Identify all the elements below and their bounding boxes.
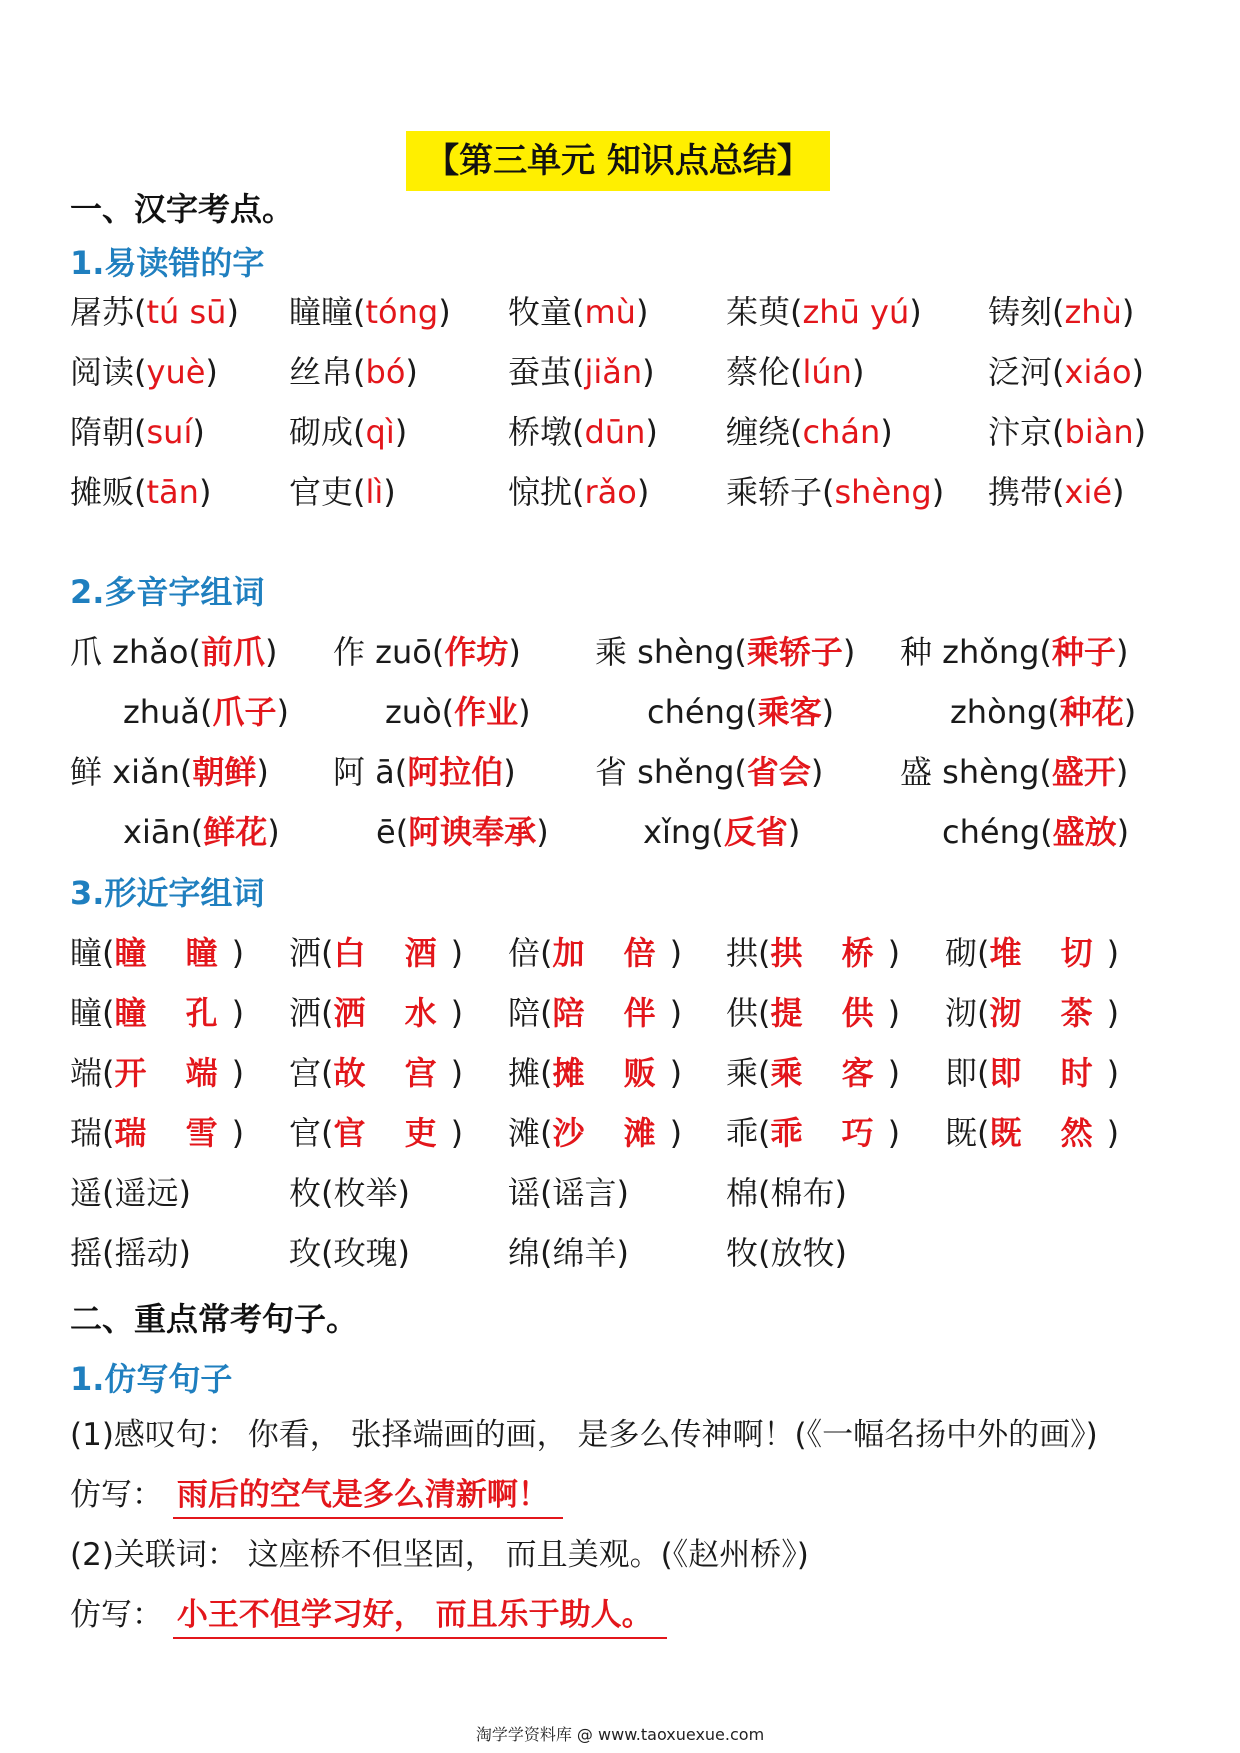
shape-item: 乘(乘 客) [726,1054,901,1092]
easy-item: 桥墩(dūn) [508,413,658,451]
shape-row [70,988,1170,1038]
poly-item: 鲜 xiǎn(朝鲜) [70,753,269,791]
easy-row [70,467,1170,517]
sentence-exclamation: (1)感叹句： 你看， 张择端画的画， 是多么传神啊！(《一幅名扬中外的画》) [70,1417,1098,1453]
shape-plain-item: 牧(放牧) [726,1234,847,1272]
easy-item: 阅读(yuè) [70,353,218,391]
poly-item: 阿 ā(阿拉伯) [333,753,516,791]
section-heading-2: 二、重点常考句子。 [70,1300,359,1338]
poly-item: zuò(作业) [385,693,531,731]
easy-item: 摊贩(tān) [70,473,212,511]
easy-item: 惊扰(rǎo) [508,473,650,511]
easy-item: 乘轿子(shèng) [726,473,945,511]
shape-item: 瑞(瑞 雪) [70,1114,245,1152]
shape-plain-item: 绵(绵羊) [508,1234,629,1272]
easy-row [70,407,1170,457]
imitation-label: 仿写： [70,1597,163,1633]
easy-item: 蔡伦(lún) [726,353,865,391]
easy-item: 茱萸(zhū yú) [726,293,922,331]
easy-item: 牧童(mù) [508,293,649,331]
poly-item: 种 zhǒng(种子) [900,633,1129,671]
shape-item: 乖(乖 巧) [726,1114,901,1152]
shape-item: 砌(堆 切) [945,934,1120,972]
poly-row [70,747,1170,797]
shape-item: 供(提 供) [726,994,901,1032]
shape-row [70,1108,1170,1158]
shape-row [70,928,1170,978]
shape-plain-row [70,1228,1170,1278]
subheading-imitation: 1.仿写句子 [70,1360,233,1398]
shape-item: 瞳(瞳 瞳) [70,934,245,972]
shape-item: 既(既 然) [945,1114,1120,1152]
easy-item: 携带(xié) [988,473,1125,511]
shape-plain-row [70,1168,1170,1218]
answer-text: 小王不但学习好， 而且乐于助人。 [173,1593,667,1639]
poly-item: 省 shěng(省会) [595,753,824,791]
poly-item: zhòng(种花) [950,693,1137,731]
shape-item: 洒(白 酒) [289,934,464,972]
easy-item: 铸刻(zhù) [988,293,1135,331]
easy-item: 蚕茧(jiǎn) [508,353,655,391]
poly-item: chéng(乘客) [647,693,835,731]
subheading-easy-misread: 1.易读错的字 [70,244,265,282]
poly-item: 作 zuō(作坊) [333,633,521,671]
poly-item: 盛 shèng(盛开) [900,753,1129,791]
poly-item: xǐng(反省) [643,813,801,851]
poly-row [70,687,1170,737]
shape-plain-item: 玫(玫瑰) [289,1234,410,1272]
easy-row [70,287,1170,337]
shape-item: 滩(沙 滩) [508,1114,683,1152]
shape-item: 端(开 端) [70,1054,245,1092]
shape-item: 即(即 时) [945,1054,1120,1092]
shape-item: 宫(故 宫) [289,1054,464,1092]
poly-item: ē(阿谀奉承) [376,813,549,851]
easy-item: 屠苏(tú sū) [70,293,239,331]
section-heading-1: 一、汉字考点。 [70,190,295,228]
easy-item: 缠绕(chán) [726,413,893,451]
footer-watermark: 淘学学资料库 @ www.taoxuexue.com [475,1725,765,1744]
shape-plain-item: 遥(遥远) [70,1174,191,1212]
imitation-label: 仿写： [70,1477,163,1513]
answer-text: 雨后的空气是多么清新啊！ [173,1473,563,1519]
easy-row [70,347,1170,397]
shape-row [70,1048,1170,1098]
easy-item: 隋朝(suí) [70,413,205,451]
shape-item: 倍(加 倍) [508,934,683,972]
shape-plain-item: 摇(摇动) [70,1234,191,1272]
subheading-polyphonic: 2.多音字组词 [70,573,265,611]
shape-plain-item: 谣(谣言) [508,1174,629,1212]
imitation-answer-2 [70,1590,667,1640]
poly-item: zhuǎ(爪子) [123,693,289,731]
easy-item: 泛河(xiáo) [988,353,1144,391]
sentence-conjunction: (2)关联词： 这座桥不但坚固， 而且美观。(《赵州桥》) [70,1537,809,1573]
shape-item: 沏(沏 茶) [945,994,1120,1032]
poly-row [70,627,1170,677]
poly-row [70,807,1170,857]
shape-plain-item: 枚(枚举) [289,1174,410,1212]
shape-item: 拱(拱 桥) [726,934,901,972]
poly-item: chéng(盛放) [942,813,1130,851]
easy-item: 汴京(biàn) [988,413,1147,451]
shape-item: 陪(陪 伴) [508,994,683,1032]
shape-item: 洒(洒 水) [289,994,464,1032]
shape-item: 摊(摊 贩) [508,1054,683,1092]
easy-item: 砌成(qì) [289,413,408,451]
poly-item: 爪 zhǎo(前爪) [70,633,278,671]
shape-item: 官(官 吏) [289,1114,464,1152]
shape-item: 瞳(瞳 孔) [70,994,245,1032]
poly-item: 乘 shèng(乘轿子) [595,633,856,671]
poly-item: xiān(鲜花) [123,813,280,851]
imitation-answer-1 [70,1470,563,1520]
easy-item: 瞳瞳(tóng) [289,293,451,331]
shape-plain-item: 棉(棉布) [726,1174,847,1212]
subheading-similar-shape: 3.形近字组词 [70,874,265,912]
easy-item: 丝帛(bó) [289,353,418,391]
page-title: 【第三单元 知识点总结】 [406,131,830,191]
easy-item: 官吏(lì) [289,473,396,511]
